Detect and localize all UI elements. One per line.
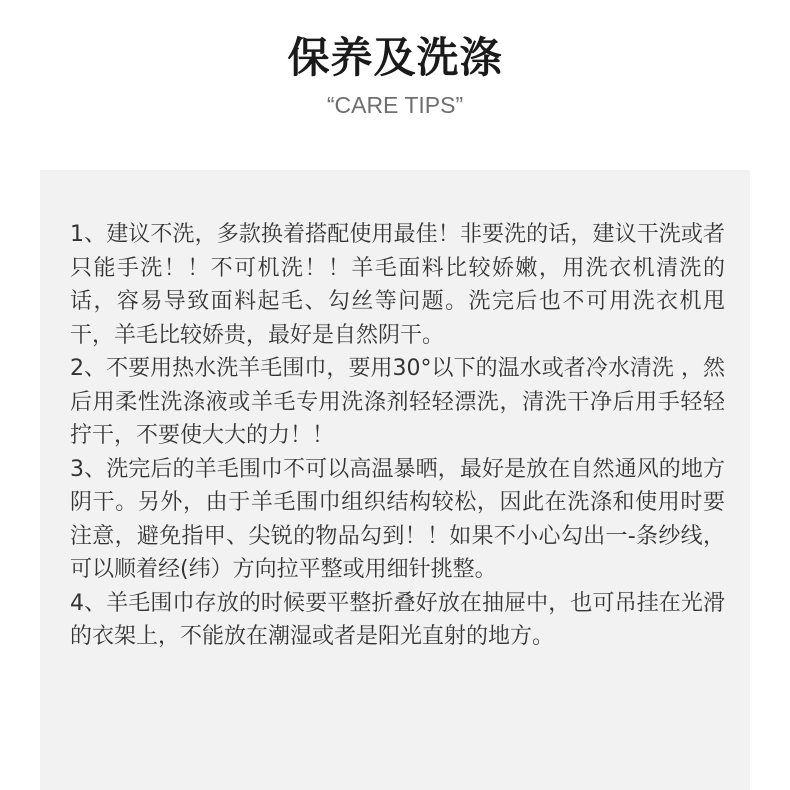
care-tip-4: 4、羊毛围巾存放的时候要平整折叠好放在抽屉中，也可吊挂在光滑的衣架上，不能放在潮湿或者是阳光直射的地方。 [70, 590, 725, 649]
page-title: 保养及洗涤 [287, 33, 503, 82]
page-subtitle: “CARE TIPS” [326, 92, 464, 118]
care-tips-list [70, 218, 725, 654]
care-tip-3: 3、洗完后的羊毛围巾不可以高温暴晒，最好是放在自然通风的地方阴干。另外，由于羊毛围巾组织结构较松，因此在洗涤和使用时要注意，避免指甲、尖锐的物品勾到！！如果不小心勾出一-条纱线，可以顺着经(纬）方向拉平整或用细针挑整。 [70, 456, 725, 582]
header [0, 30, 790, 120]
care-tip-2: 2、不要用热水洗羊毛围巾，要用30°以下的温水或者冷水清洗 ，然后用柔性洗涤液或羊毛专用洗涤剂轻轻漂洗，清洗干净后用手轻轻拧干，不要使大大的力！！ [70, 356, 725, 448]
care-tips-panel [40, 170, 750, 790]
care-tip-1: 1、建议不洗，多款换着搭配使用最佳！非要洗的话，建议干洗或者只能手洗！！不可机洗！！羊毛面料比较娇嫩，用洗衣机清洗的话，容易导致面料起毛、勾丝等问题。洗完后也不可用洗衣机甩干，羊毛比较娇贵，最好是自然阴干。 [70, 222, 725, 348]
